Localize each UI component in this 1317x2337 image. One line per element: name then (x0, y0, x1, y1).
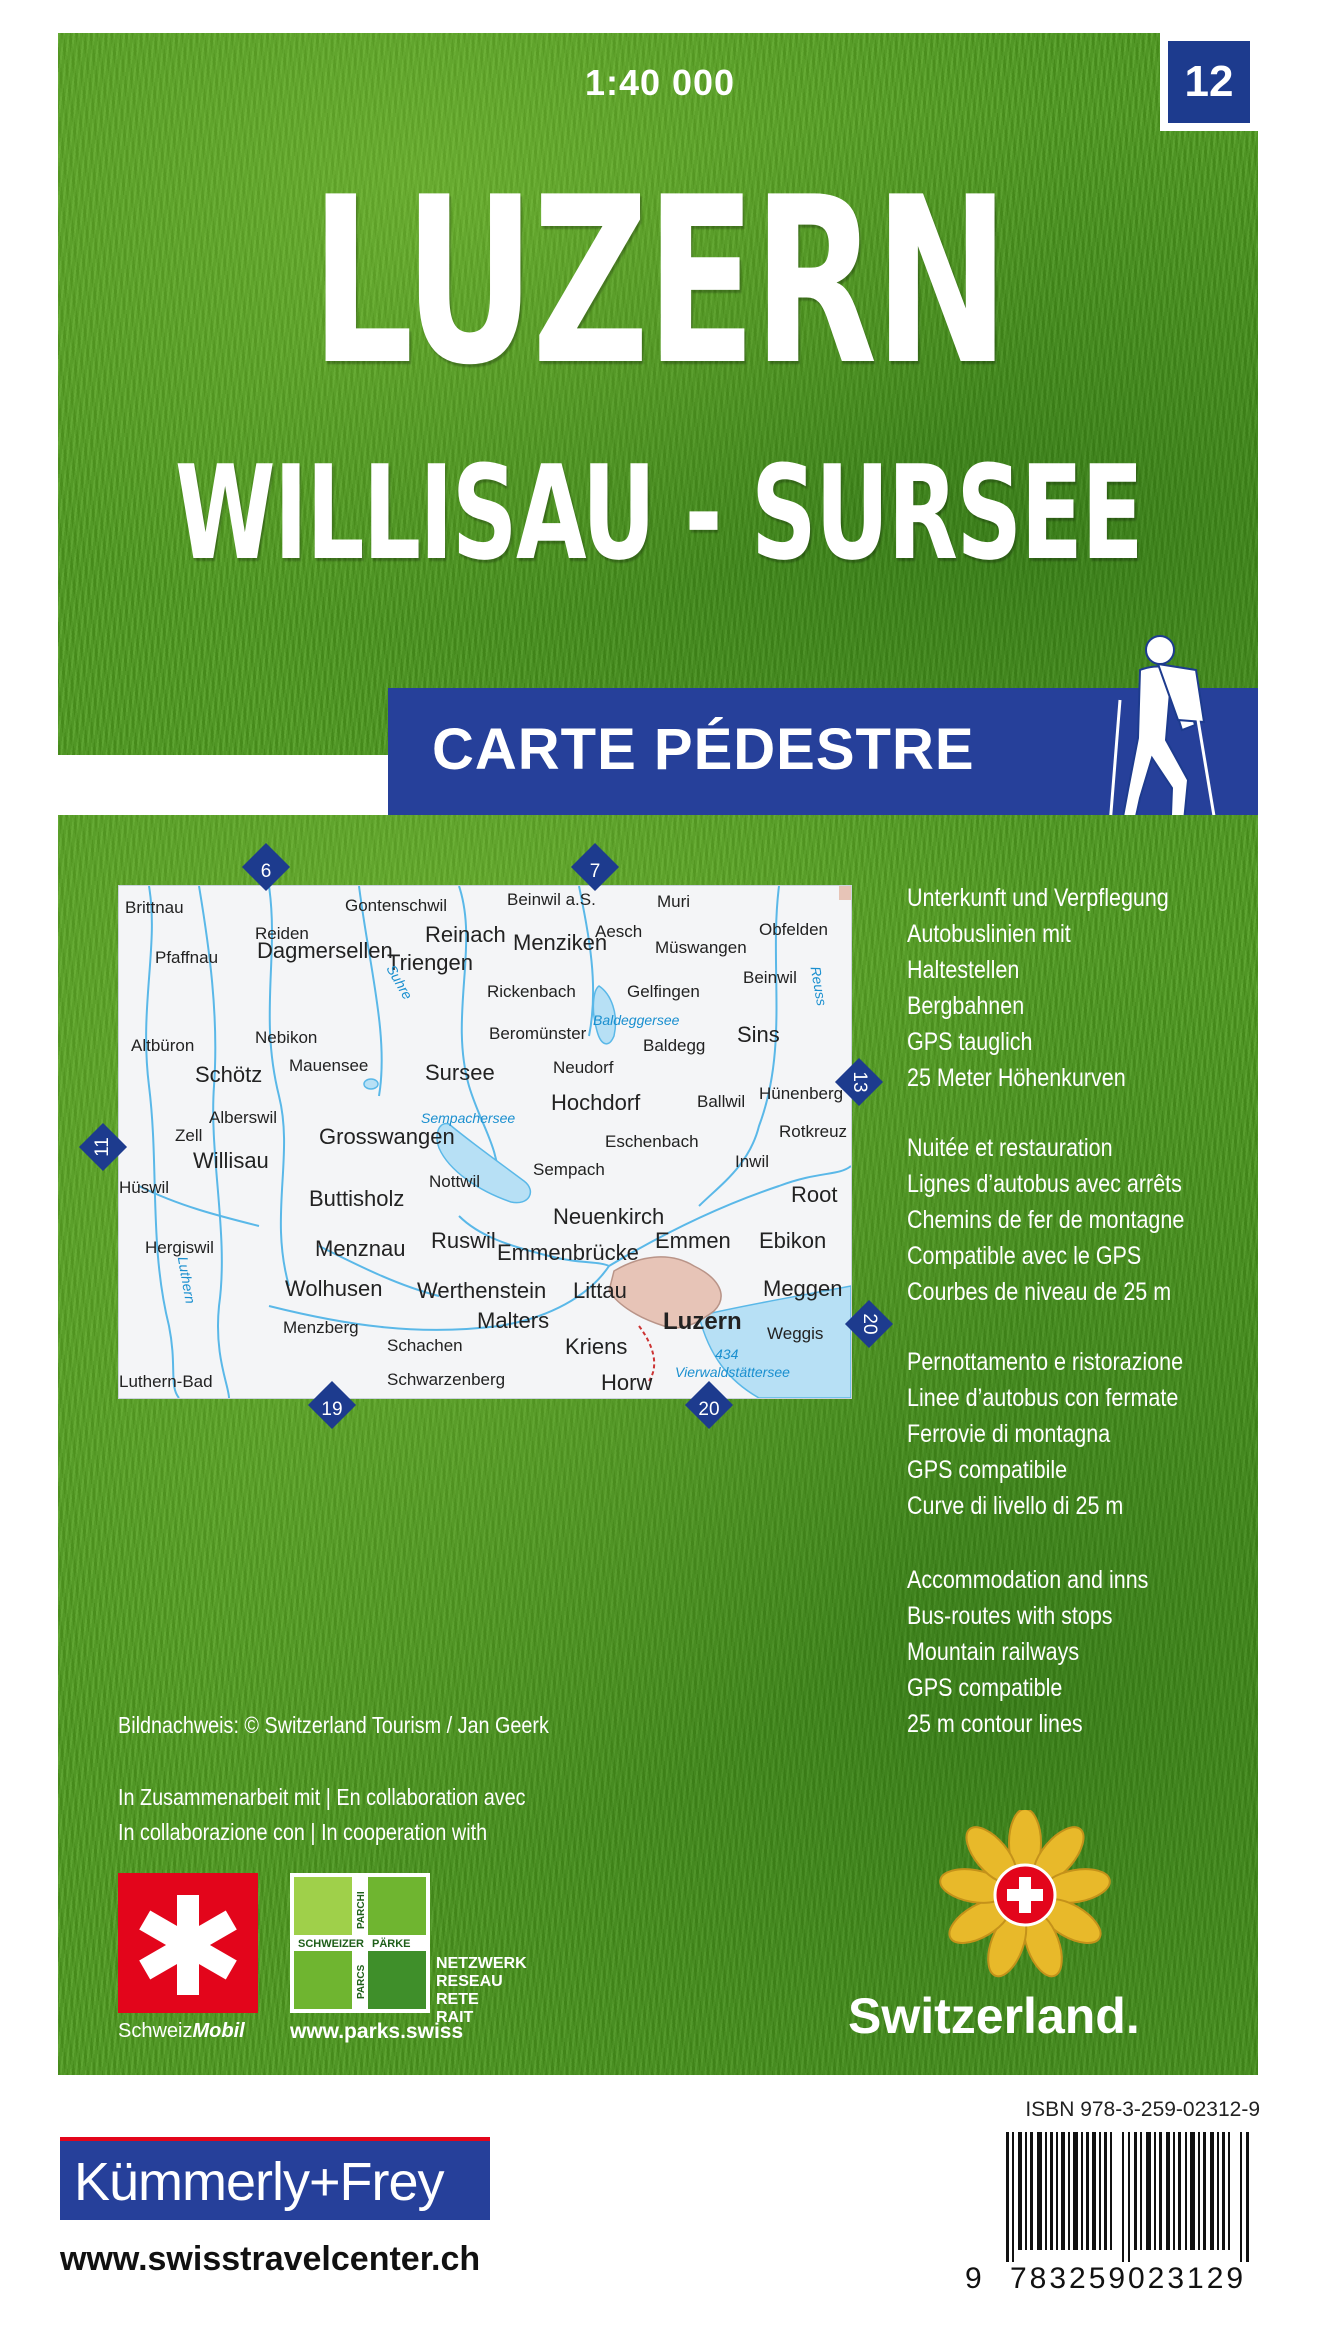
map-place: Neudorf (553, 1058, 614, 1077)
map-place: Hüswil (119, 1178, 170, 1197)
parks-logo-graphic (290, 1873, 430, 2013)
map-place: Triengen (387, 950, 474, 975)
map-place: Müswangen (655, 938, 747, 957)
legend-line: Nuitée et restauration (907, 1134, 1113, 1162)
map-place: Hergiswil (145, 1238, 214, 1257)
map-place: Obfelden (759, 920, 828, 939)
collaboration-line: In Zusammenarbeit mit | En collaboration avec (118, 1784, 526, 1810)
map-place: Malters (477, 1308, 550, 1333)
map-place: Menznau (315, 1236, 406, 1261)
map-place: Aesch (595, 922, 643, 941)
map-place: Neuenkirch (553, 1204, 665, 1229)
parks-tag-left: SCHWEIZER (298, 1938, 364, 1950)
map-water-label: Reuss (807, 965, 831, 1007)
adjacent-sheet-number: 19 (321, 1399, 343, 1420)
barcode-digits-left: 783259 (1010, 2262, 1129, 2295)
adjacent-sheet-number: 20 (698, 1399, 720, 1420)
legend-line: Mountain railways (907, 1638, 1080, 1666)
legend-line: Haltestellen (907, 956, 1020, 984)
map-water-label: 434 (715, 1346, 739, 1362)
banner-label: CARTE PÉDESTRE (432, 717, 975, 782)
map-place: Reinach (425, 922, 506, 947)
barcode-digit-first: 9 (965, 2262, 985, 2295)
legend-line: Bus-routes with stops (907, 1602, 1113, 1630)
map-water-label: Baldeggersee (593, 1012, 680, 1028)
switzerland-wordmark: Switzerland. (848, 1988, 1140, 2044)
legend-line: Accommodation and inns (907, 1566, 1149, 1594)
map-place: Beromünster (489, 1024, 587, 1043)
legend-line: Curve di livello di 25 m (907, 1492, 1124, 1520)
publisher-name: Kümmerly+Frey (74, 2152, 444, 2212)
schweizmobil-label (118, 2020, 245, 2043)
edelweiss-icon (935, 1810, 1115, 1980)
map-place: Wolhusen (285, 1276, 383, 1301)
asterisk-icon (118, 1873, 258, 2013)
map-place: Nottwil (429, 1172, 481, 1191)
map-place: Kriens (565, 1334, 628, 1359)
map-place: Schachen (387, 1336, 463, 1355)
map-place: Brittnau (125, 898, 184, 917)
cover-title: LUZERN (310, 149, 1007, 416)
legend-line: 25 Meter Höhenkurven (907, 1064, 1126, 1092)
map-place: Rotkreuz (779, 1122, 848, 1141)
map-place: Inwil (735, 1152, 770, 1171)
legend-line: GPS compatibile (907, 1456, 1068, 1484)
legend-line: Compatible avec le GPS (907, 1242, 1142, 1270)
legend-french (907, 1130, 1184, 1310)
map-place: Gelfingen (627, 982, 700, 1001)
adjacent-sheet-number: 6 (260, 861, 272, 882)
map-place: Rickenbach (487, 982, 576, 1001)
collaboration-line: In collaborazione con | In cooperation with (118, 1819, 488, 1845)
map-place: Beinwil (743, 968, 797, 987)
legend-line: Courbes de niveau de 25 m (907, 1278, 1172, 1306)
map-place: Altbüron (131, 1036, 195, 1055)
map-place: Ruswil (431, 1228, 496, 1253)
map-place: Zell (175, 1126, 203, 1145)
map-place: Werthenstein (417, 1278, 547, 1303)
map-place: Buttisholz (309, 1186, 405, 1211)
map-place: Littau (573, 1278, 627, 1303)
legend-line: Lignes d’autobus avec arrêts (907, 1170, 1182, 1198)
parks-word: RESEAU (436, 1973, 503, 1990)
map-place: Menzberg (283, 1318, 359, 1337)
map-water-label: Sempachersee (421, 1110, 516, 1126)
map-place: Schwarzenberg (387, 1370, 506, 1389)
parks-url[interactable]: www.parks.swiss (290, 2020, 464, 2043)
map-place: Baldegg (643, 1036, 706, 1055)
schweizmobil-logo (118, 1873, 258, 2013)
map-place: Horw (601, 1370, 653, 1395)
map-place: Hochdorf (551, 1090, 641, 1115)
map-place: Dagmersellen (257, 938, 393, 963)
barcode-icon (1000, 2132, 1258, 2262)
map-water-label: Luthern (174, 1255, 199, 1305)
adjacent-sheet-number: 7 (589, 861, 601, 882)
map-place: Luzern (663, 1308, 742, 1335)
map-place: Nebikon (255, 1028, 318, 1047)
legend-line: Pernottamento e ristorazione (907, 1348, 1184, 1376)
legend-line: Ferrovie di montagna (907, 1420, 1111, 1448)
legend-german (907, 880, 1169, 1096)
map-place: Schötz (195, 1062, 263, 1087)
schweizmobil-label-a: Schweiz (118, 2020, 193, 2042)
map-scale: 1:40 000 (584, 62, 736, 103)
parks-network-words (436, 1955, 527, 2027)
parks-tag-right: PÄRKE (372, 1938, 411, 1950)
map-place: Hünenberg (759, 1084, 844, 1103)
legend-italian (907, 1344, 1183, 1524)
map-place: Luthern-Bad (119, 1372, 213, 1391)
legend-line: 25 m contour lines (907, 1710, 1083, 1738)
map-place: Meggen (763, 1276, 843, 1301)
adjacent-sheet-number: 20 (859, 1313, 880, 1335)
map-place: Reiden (255, 924, 309, 943)
map-place: Emmen (655, 1228, 731, 1253)
photo-credit: Bildnachweis: © Switzerland Tourism / Jan Geerk (118, 1712, 549, 1738)
map-place: Ballwil (697, 1092, 746, 1111)
map-place: Grosswangen (319, 1124, 455, 1149)
parks-tag-bottom: PARCS (356, 1964, 367, 1999)
schweizmobil-label-b: Mobil (192, 2020, 245, 2042)
legend-line: Autobuslinien mit (907, 920, 1071, 948)
map-place: Root (791, 1182, 838, 1207)
sheet-number: 12 (1168, 41, 1250, 123)
map-place: Pfaffnau (155, 948, 219, 967)
map-place: Menziken (513, 930, 608, 955)
map-water-label: Suhre (383, 961, 416, 1003)
map-place: Sursee (425, 1060, 495, 1085)
adjacent-sheet-number: 11 (92, 1137, 113, 1157)
parks-word: NETZWERK (436, 1955, 527, 1972)
map-place: Eschenbach (605, 1132, 699, 1151)
map-place: Muri (657, 892, 691, 911)
publisher-logo (60, 2137, 490, 2220)
map-place: Mauensee (289, 1056, 369, 1075)
map-place: Emmenbrücke (497, 1240, 639, 1265)
map-place: Sins (737, 1022, 780, 1047)
isbn: ISBN 978-3-259-02312-9 (1025, 2098, 1260, 2121)
map-place: Weggis (767, 1324, 824, 1343)
sheet-number-badge (1160, 33, 1258, 131)
legend-line: Chemins de fer de montagne (907, 1206, 1185, 1234)
map-place: Ebikon (759, 1228, 827, 1253)
parks-word: RETE (436, 1991, 479, 2008)
swiss-parks-logo (290, 1873, 430, 2013)
map-water-label: Vierwaldstättersee (675, 1364, 790, 1380)
legend-line: Linee d’autobus con fermate (907, 1384, 1179, 1412)
parks-word: RAIT (436, 2009, 474, 2026)
adjacent-sheet-number: 13 (849, 1071, 870, 1093)
map-place: Gontenschwil (345, 896, 448, 915)
cover-subtitle: WILLISAU - SURSEE (174, 437, 1143, 589)
legend-line: GPS compatible (907, 1674, 1063, 1702)
collaboration-note (118, 1780, 526, 1850)
map-place: Willisau (193, 1148, 269, 1173)
publisher-url[interactable]: www.swisstravelcenter.ch (60, 2240, 481, 2278)
legend-line: Bergbahnen (907, 992, 1025, 1020)
legend-line: GPS tauglich (907, 1028, 1033, 1056)
overview-map (118, 885, 852, 1399)
map-place: Beinwil a.S. (507, 890, 596, 909)
map-place: Alberswil (209, 1108, 278, 1127)
barcode-digits-right: 023129 (1128, 2262, 1247, 2295)
legend-line: Unterkunft und Verpflegung (907, 884, 1169, 912)
legend-english (907, 1562, 1148, 1742)
map-place: Sempach (533, 1160, 605, 1179)
parks-tag-top: PARCHI (356, 1891, 367, 1929)
